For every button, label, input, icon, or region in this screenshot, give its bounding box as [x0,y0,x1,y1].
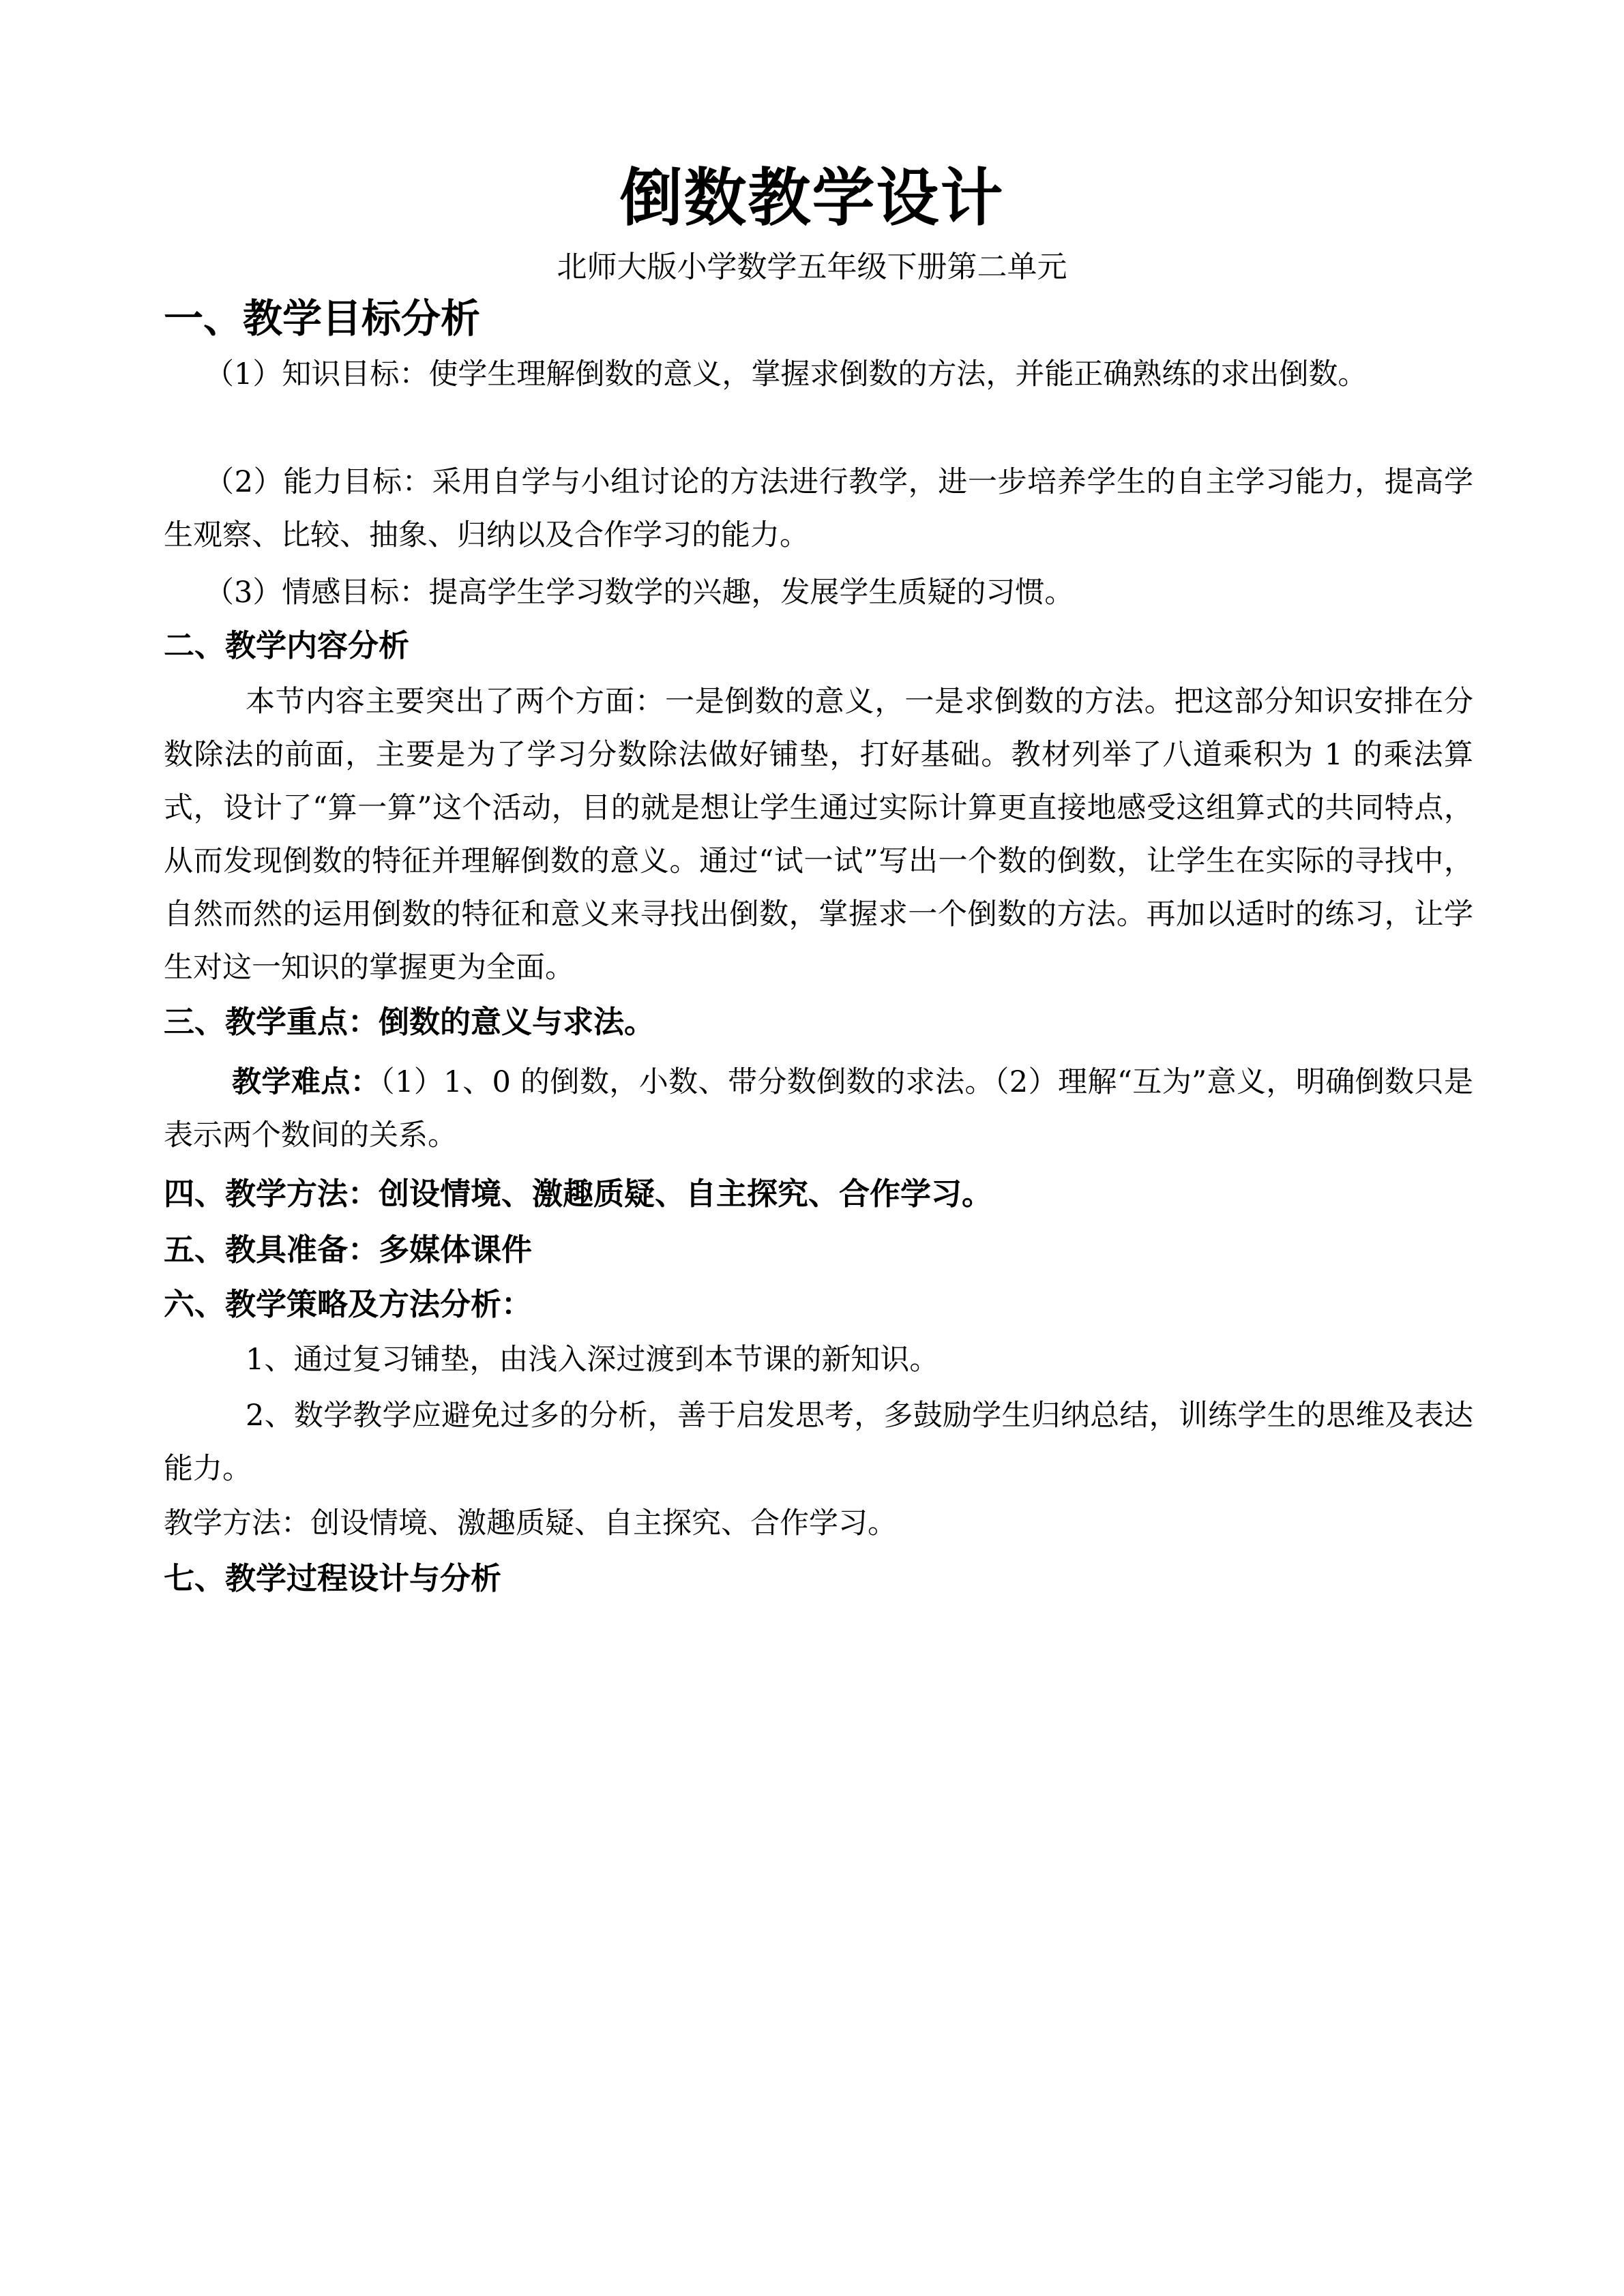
document-title: 倒数教学设计 [619,161,1005,235]
difficulty-label: 教学难点： [232,1065,381,1099]
section-7-heading: 七、教学过程设计与分析 [164,1560,502,1596]
section-1-heading: 一、教学目标分析 [164,295,481,342]
section-1-emotion-goal: （3）情感目标：提高学生学习数学的兴趣，发展学生质疑的习惯。 [205,576,1074,610]
section-2-heading: 二、教学内容分析 [164,627,410,664]
document-subtitle: 北师大版小学数学五年级下册第二单元 [557,250,1067,284]
section-1-knowledge-goal: （1）知识目标：使学生理解倒数的意义，掌握求倒数的方法，并能正确熟练的求出倒数。 [205,357,1368,391]
section-6-method: 教学方法：创设情境、激趣质疑、自主探究、合作学习。 [164,1506,897,1540]
difficulty-text: （1）1、0 的倒数，小数、带分数倒数的求法。（2）理解“互为”意义，明确倒数只是表示两个数间的关系。 [164,1065,1473,1152]
section-3-heading: 三、教学重点：倒数的意义与求法。 [164,1004,655,1040]
section-1-ability-goal: （2）能力目标：采用自学与小组讨论的方法进行教学，进一步培养学生的自主学习能力，提高学生观察、比较、抽象、归纳以及合作学习的能力。 [164,465,1473,552]
section-3-difficulty [164,1056,1473,1162]
section-4-heading: 四、教学方法：创设情境、激趣质疑、自主探究、合作学习。 [164,1176,993,1212]
section-6-heading: 六、教学策略及方法分析： [164,1286,533,1322]
section-6-strategy-1: 1、通过复习铺垫，由浅入深过渡到本节课的新知识。 [246,1343,939,1377]
section-2-content: 本节内容主要突出了两个方面：一是倒数的意义，一是求倒数的方法。把这部分知识安排在分数除法的前面，主要是为了学习分数除法做好铺垫，打好基础。教材列举了八道乘积为 1 的乘法算式，设计了“算一算”这个活动，目的就是想让学生通过实际计算更直接地感受这组算式的共同特点，从而发现倒数的特征并理解倒数的意义。通过“试一试”写出一个数的倒数，让学生在实际的寻找中，自然而然的运用倒数的特征和意义来寻找出倒数，掌握求一个倒数的方法。再加以适时的练习，让学生对这一知识的掌握更为全面。 [164,685,1473,985]
section-6-strategy-2: 2、数学教学应避免过多的分析，善于启发思考，多鼓励学生归纳总结，训练学生的思维及表达能力。 [164,1399,1473,1486]
section-5-heading: 五、教具准备：多媒体课件 [164,1232,533,1268]
